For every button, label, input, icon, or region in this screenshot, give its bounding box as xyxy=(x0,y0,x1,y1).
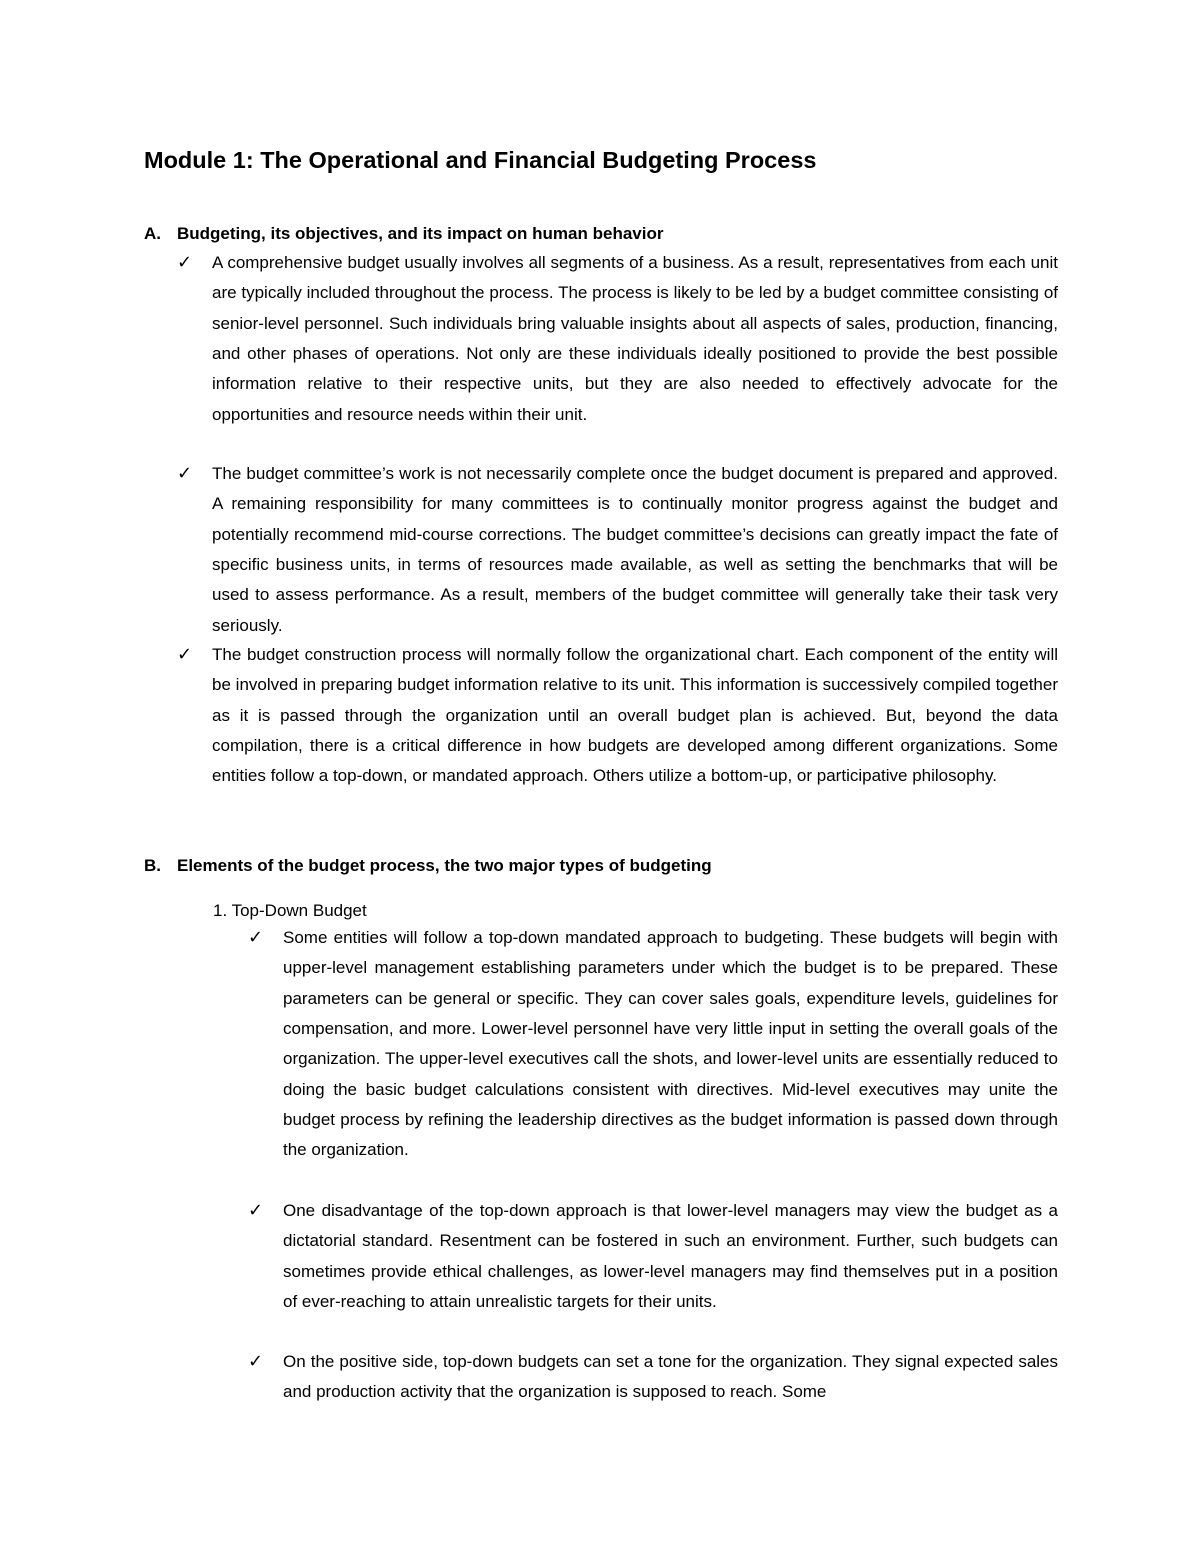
bullet-text: The budget construction process will normally follow the organizational chart. Each component of the entity will be involved in preparing budget information relative to its unit. This information is successively compiled together as it is passed through the organization until an overall budget plan is achieved. But, beyond the data compilation, there is a critical difference in how budgets are developed among different organizations. Some entities follow a top-down, or mandated approach. Others utilize a bottom-up, or participative philosophy. xyxy=(212,645,1058,786)
bullet-item xyxy=(248,1196,1058,1317)
section-a-heading xyxy=(144,219,1074,249)
subheading-top-down-budget: 1. Top-Down Budget xyxy=(213,901,367,920)
bullet-text: One disadvantage of the top-down approach is that lower-level managers may view the budget as a dictatorial standard. Resentment can be fostered in such an environment. Further, such budgets can sometimes provide ethical challenges, as lower-level managers may find themselves put in a position of ever-reaching to attain unrealistic targets for their units. xyxy=(283,1201,1058,1312)
bullet-item xyxy=(177,459,1058,641)
page-title: Module 1: The Operational and Financial Budgeting Process xyxy=(144,147,817,173)
bullet-text: Some entities will follow a top-down mandated approach to budgeting. These budgets will begin with upper-level management establishing parameters under which the budget is to be prepared. These parameters can be general or specific. They can cover sales goals, expenditure levels, guidelines for compensation, and more. Lower-level personnel have very little input in setting the overall goals of the organization. The upper-level executives call the shots, and lower-level units are essentially reduced to doing the basic budget calculations consistent with directives. Mid-level executives may unite the budget process by refining the leadership directives as the budget information is passed down through the organization. xyxy=(283,928,1058,1160)
bullet-text: A comprehensive budget usually involves all segments of a business. As a result, representatives from each unit are typically included throughout the process. The process is likely to be led by a budget committee consisting of senior-level personnel. Such individuals bring valuable insights about all aspects of sales, production, financing, and other phases of operations. Not only are these individuals ideally positioned to provide the best possible information relative to their respective units, but they are also needed to effectively advocate for the opportunities and resource needs within their unit. xyxy=(212,253,1058,424)
bullet-item xyxy=(248,923,1058,1166)
bullet-text: The budget committee’s work is not necessarily complete once the budget document is prepared and approved. A remaining responsibility for many committees is to continually monitor progress against the budget and potentially recommend mid-course corrections. The budget committee’s decisions can greatly impact the fate of specific business units, in terms of resources made available, as well as setting the benchmarks that will be used to assess performance. As a result, members of the budget committee will generally take their task very seriously. xyxy=(212,464,1058,635)
section-a-letter: A. xyxy=(144,224,161,243)
bullet-item xyxy=(248,1347,1058,1408)
section-b-heading-text: Elements of the budget process, the two major types of budgeting xyxy=(177,856,712,875)
section-b-heading xyxy=(144,851,1074,881)
checkmark-icon: ✓ xyxy=(177,644,193,665)
bullet-item xyxy=(177,248,1058,430)
section-a-heading-text: Budgeting, its objectives, and its impact on human behavior xyxy=(177,224,664,243)
checkmark-icon: ✓ xyxy=(248,1351,264,1372)
checkmark-icon: ✓ xyxy=(177,252,193,273)
checkmark-icon: ✓ xyxy=(177,463,193,484)
bullet-text: On the positive side, top-down budgets can set a tone for the organization. They signal expected sales and production activity that the organization is supposed to reach. Some xyxy=(283,1352,1058,1402)
bullet-item xyxy=(177,640,1058,792)
checkmark-icon: ✓ xyxy=(248,1200,264,1221)
section-b-letter: B. xyxy=(144,856,161,875)
checkmark-icon: ✓ xyxy=(248,927,264,948)
